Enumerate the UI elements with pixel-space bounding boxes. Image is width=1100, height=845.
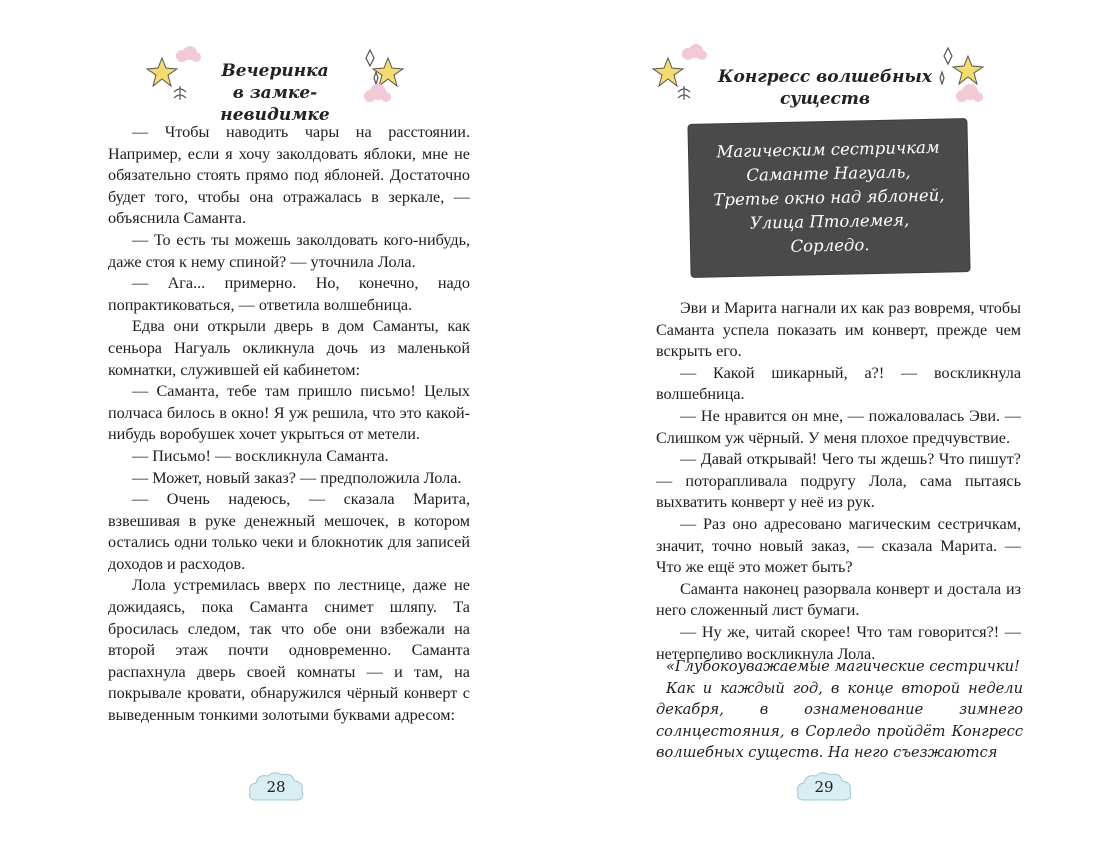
right-page [550, 0, 1100, 845]
header-line: Вечеринка [221, 61, 329, 81]
paragraph: — Раз оно адресовано магическим сестричкам, значит, точно новый заказ, — сказала Марита. — Что же ещё это может быть? [656, 514, 1021, 577]
star-icon [147, 58, 177, 86]
paragraph: — То есть ты можешь заколдовать кого-нибудь, даже стоя к нему спиной? — уточнила Лола. [108, 230, 470, 271]
running-header: Конгресс волшебных существ [718, 67, 932, 109]
paragraph: — Давай открывай! Чего ты ждешь? Что пишут? — поторапливала подругу Лола, сама пытаясь выхватить конверт у неё из рук. [656, 450, 1021, 512]
paragraph: Эви и Марита нагнали их как раз вовремя, чтобы Саманта успела показать им конверт, прежде чем вскрыть его. [656, 299, 1021, 361]
page-number: 29 [814, 778, 834, 796]
address-line: Магическим сестричкам [716, 137, 940, 162]
paragraph: Едва они открыли дверь в дом Саманты, как сеньора Нагуаль окликнула дочь из маленькой комнатки, служившей ей кабинетом: [108, 317, 470, 379]
paragraph: — Ага... примерно. Но, конечно, надо попрактиковаться, — ответила волшебница. [108, 274, 470, 314]
pink-cloud-icon [956, 84, 983, 102]
star-icon [653, 58, 683, 86]
paragraph: — Чтобы наводить чары на расстоянии. Например, если я хочу заколдовать яблоки, мне не обязательно стоять прямо под яблоней. Достаточно будет того, чтобы она отражалась в зеркале, — объяснила Саманта. [108, 123, 470, 228]
pink-cloud-icon [364, 84, 391, 102]
address-line: Улица Птолемея, [749, 210, 910, 233]
envelope-address-card [688, 119, 969, 277]
left-body-text [108, 122, 470, 727]
envelope-address [689, 135, 969, 261]
paragraph: Саманта наконец разорвала конверт и достала из него сложенный лист бумаги. [656, 579, 1021, 620]
paragraph: — Может, новый заказ? — предположила Лола. [132, 468, 462, 487]
paragraph: — Не нравится он мне, — пожаловалась Эви. — Слишком уж чёрный. У меня плохое предчувствие. [656, 406, 1021, 447]
paragraph: — Ну же, читай скорее! Что там говорится?! — нетерпеливо воскликнула Лола. [656, 622, 1021, 663]
address-line: Третье окно над яблоней, [713, 185, 945, 210]
address-line: Саманте Нагуаль, [746, 162, 911, 185]
paragraph: — Очень надеюсь, — сказала Марита, взвешивая в руке денежный мешочек, в котором остались одни только чеки и блокнотик для записей доходов и расходов. [108, 490, 470, 573]
address-line: Сорледо. [790, 235, 870, 256]
star-icon [373, 58, 403, 86]
pink-cloud-icon [682, 44, 707, 60]
paragraph: — Письмо! — воскликнула Саманта. [132, 446, 389, 465]
running-header [190, 60, 360, 126]
letter-paragraph: «Глубокоуважаемые магические сестрички! [666, 658, 1020, 675]
paragraph: — Какой шикарный, а?! — воскликнула волшебница. [656, 363, 1021, 404]
star-icon [953, 56, 983, 84]
paragraph: — Саманта, тебе там пришло письмо! Целых полчаса билось в окно! Я уж решила, что это какой-нибудь воробушек хочет укрыться от метели. [108, 382, 470, 444]
paragraph: Лола устремилась вверх по лестнице, даже не дожидаясь, пока Саманта снимет шляпу. Та бросилась следом, так что обе они взбежали на второй этаж почти одновременно. Саманта распахнула дверь своей комнаты — и там, на покрывале кровати, обнаружился чёрный конверт с выведенным тонкими золотыми буквами адресом: [108, 576, 470, 725]
letter-paragraph: Как и каждый год, в конце второй недели декабря, в ознаменование зимнего солнцестояния, в Сорледо пройдёт Конгресс волшебных существ. На него съезжаются [656, 679, 1023, 762]
header-line: в замке-невидимке [220, 83, 330, 125]
letter-text [656, 656, 1023, 764]
right-body-text [656, 298, 1021, 665]
page-number: 28 [266, 778, 286, 796]
